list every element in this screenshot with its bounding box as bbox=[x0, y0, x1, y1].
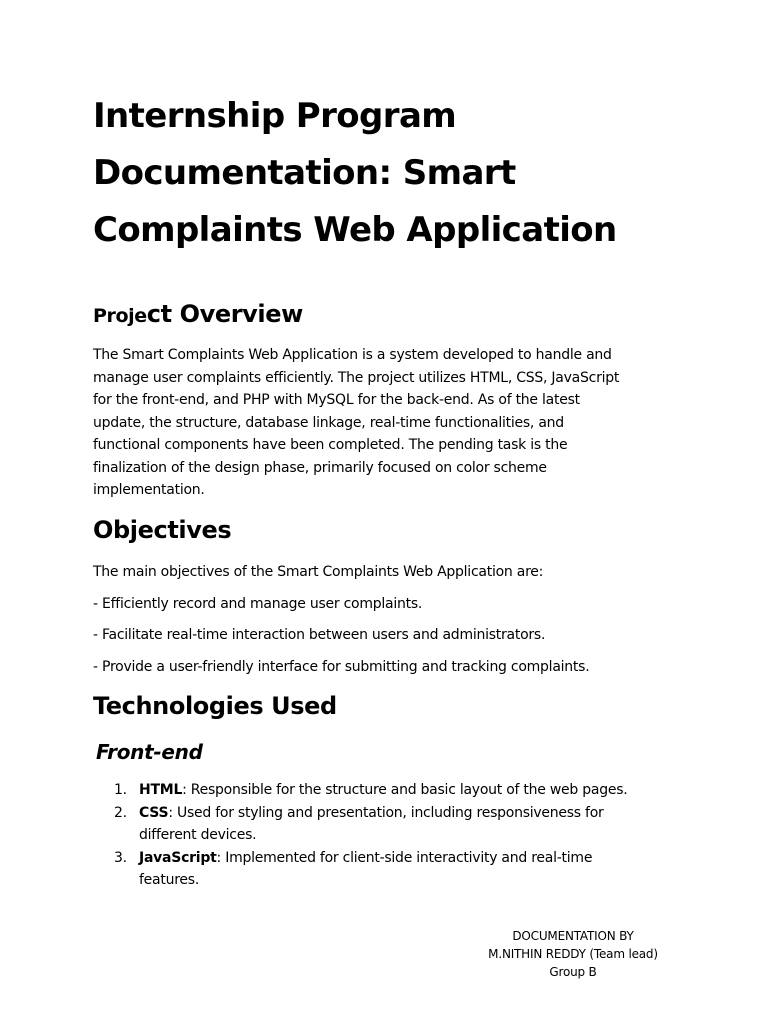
overview-heading-prefix: Proje bbox=[93, 305, 147, 327]
term-html: HTML bbox=[139, 782, 183, 798]
documentation-credit bbox=[470, 927, 676, 981]
paragraph-line: The Smart Complaints Web Application is a system developed to handle and bbox=[93, 347, 612, 363]
document-title bbox=[93, 88, 713, 259]
list-number: 3. bbox=[114, 849, 127, 866]
objective-item: - Efficiently record and manage user complaints. bbox=[93, 596, 423, 612]
item-text: : Responsible for the structure and basic layout of the web pages. bbox=[182, 782, 628, 798]
item-text: : Used for styling and presentation, including responsiveness for bbox=[168, 804, 604, 821]
credit-author: M.NITHIN REDDY (Team lead) bbox=[488, 947, 658, 961]
overview-paragraph bbox=[93, 344, 683, 502]
paragraph-line: functional components have been completed. The pending task is the bbox=[93, 437, 568, 453]
paragraph-line: manage user complaints efficiently. The project utilizes HTML, CSS, JavaScript bbox=[93, 369, 620, 386]
list-item bbox=[114, 802, 694, 847]
item-text: different devices. bbox=[139, 827, 257, 843]
list-number: 1. bbox=[114, 782, 127, 798]
list-item bbox=[114, 779, 694, 802]
paragraph-line: for the front-end, and PHP with MySQL for the back-end. As of the latest bbox=[93, 392, 580, 408]
objective-item: - Provide a user-friendly interface for submitting and tracking complaints. bbox=[93, 659, 590, 675]
frontend-list bbox=[114, 779, 694, 892]
objectives-intro: The main objectives of the Smart Complaints Web Application are: bbox=[93, 564, 544, 580]
term-css: CSS bbox=[139, 804, 169, 821]
item-text: : Implemented for client-side interactivity and real-time bbox=[216, 849, 593, 866]
paragraph-line: implementation. bbox=[93, 482, 205, 498]
list-item bbox=[114, 847, 694, 892]
overview-heading bbox=[93, 299, 303, 331]
item-text: features. bbox=[139, 872, 200, 888]
technologies-heading: Technologies Used bbox=[93, 692, 337, 720]
paragraph-line: finalization of the design phase, primarily focused on color scheme bbox=[93, 459, 547, 476]
objective-item: - Facilitate real-time interaction between users and administrators. bbox=[93, 627, 546, 643]
paragraph-line: update, the structure, database linkage, real-time functionalities, and bbox=[93, 414, 564, 431]
credit-label: DOCUMENTATION BY bbox=[512, 929, 634, 943]
title-line: Complaints Web Application bbox=[93, 210, 617, 250]
title-line: Documentation: Smart bbox=[93, 153, 516, 193]
frontend-subheading: Front-end bbox=[96, 740, 203, 764]
list-number: 2. bbox=[114, 804, 127, 821]
credit-group: Group B bbox=[549, 965, 597, 979]
objectives-heading: Objectives bbox=[93, 516, 232, 544]
overview-heading-rest: ct Overview bbox=[146, 300, 303, 328]
title-line: Internship Program bbox=[93, 96, 457, 136]
term-javascript: JavaScript bbox=[139, 849, 217, 866]
